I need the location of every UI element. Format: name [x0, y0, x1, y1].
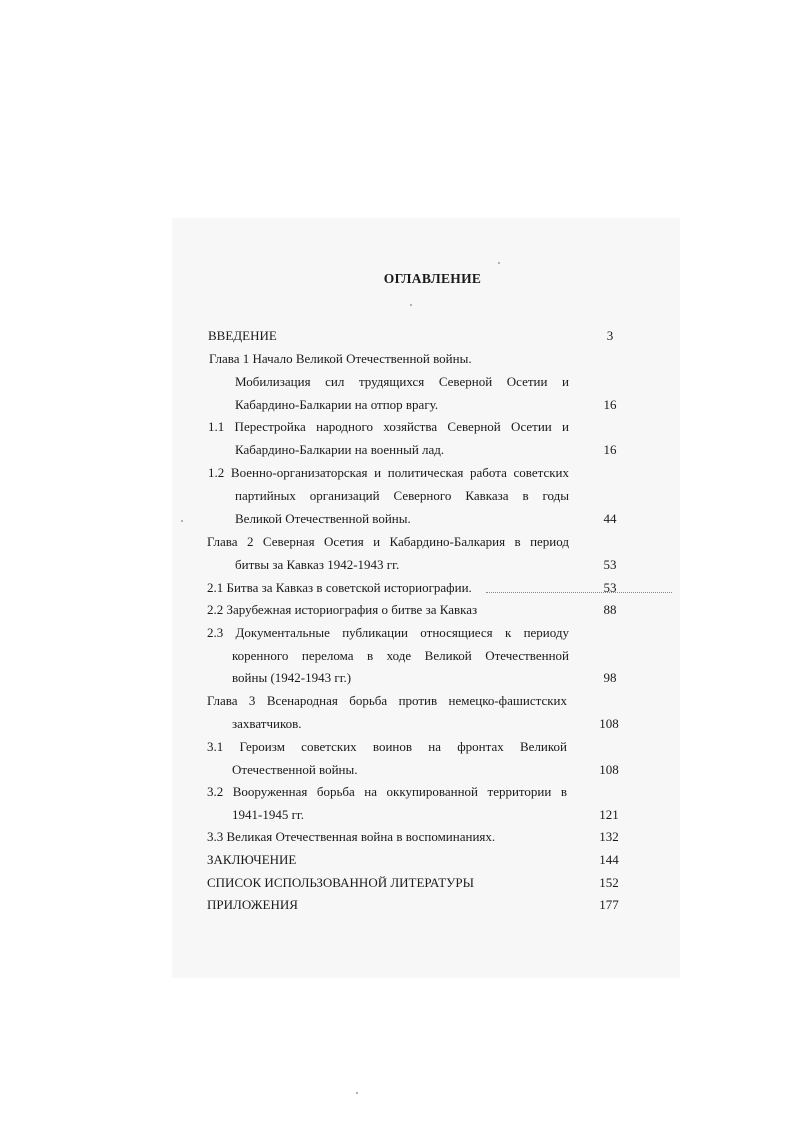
- toc-entry-line: 1941-1945 гг.: [232, 807, 305, 822]
- scan-speck: [410, 304, 412, 306]
- toc-entry-bibliography: СПИСОК ИСПОЛЬЗОВАННОЙ ЛИТЕРАТУРЫ: [207, 875, 474, 890]
- toc-entry-line: Мобилизация сил трудящихся Северной Осетии и: [235, 374, 569, 389]
- toc-entry-chapter-1: Глава 1 Начало Великой Отечественной войны.: [209, 351, 472, 366]
- toc-page-number: 152: [599, 875, 619, 890]
- toc-entry-section-3-2: 3.2 Вооруженная борьба на оккупированной территории в: [207, 784, 567, 799]
- toc-entry-section-3-1: 3.1 Героизм советских воинов на фронтах Великой: [207, 739, 567, 754]
- toc-page-number: 108: [599, 716, 619, 731]
- toc-page-number: 98: [603, 670, 617, 685]
- toc-page-number: 132: [599, 829, 619, 844]
- toc-page-number: 144: [599, 852, 619, 867]
- scan-speck: [181, 520, 183, 522]
- toc-entry-line: Кабардино-Балкарии на отпор врагу.: [235, 397, 439, 412]
- toc-entry-line: войны (1942-1943 гг.): [232, 670, 352, 685]
- toc-entry-line: битвы за Кавказ 1942-1943 гг.: [235, 557, 400, 572]
- page-title: ОГЛАВЛЕНИЕ: [383, 271, 482, 286]
- toc-page-number: 53: [603, 557, 617, 572]
- toc-page-number: 88: [603, 602, 617, 617]
- toc-page-number: 16: [603, 442, 617, 457]
- scan-speck: [356, 1092, 358, 1094]
- toc-page-number: 177: [599, 897, 619, 912]
- toc-page-number: 121: [599, 807, 619, 822]
- toc-entry-chapter-3: Глава 3 Всенародная борьба против немецко-фашистских: [207, 693, 567, 708]
- toc-page-number: 108: [599, 762, 619, 777]
- toc-entry-section-3-3: 3.3 Великая Отечественная война в воспоминаниях.: [207, 829, 496, 844]
- toc-entry-line: Кабардино-Балкарии на военный лад.: [235, 442, 445, 457]
- toc-page-number: 3: [606, 328, 614, 343]
- dotted-leader-line: [486, 592, 672, 593]
- toc-entry-section-1-2: 1.2 Военно-организаторская и политическая работа советских: [208, 465, 569, 480]
- toc-entry-section-2-2: 2.2 Зарубежная историография о битве за Кавказ: [207, 602, 478, 617]
- toc-page-number: 44: [603, 511, 617, 526]
- toc-entry-line: Отечественной войны.: [232, 762, 358, 777]
- toc-page-number: 16: [603, 397, 617, 412]
- toc-page-number: 53: [603, 580, 617, 595]
- toc-entry-chapter-2: Глава 2 Северная Осетия и Кабардино-Балкария в период: [207, 534, 569, 549]
- toc-entry-appendices: ПРИЛОЖЕНИЯ: [207, 897, 298, 912]
- toc-entry-section-2-1: 2.1 Битва за Кавказ в советской историографии.: [207, 580, 472, 595]
- toc-entry-line: коренного перелома в ходе Великой Отечественной: [232, 648, 569, 663]
- toc-entry-line: партийных организаций Северного Кавказа в годы: [235, 488, 569, 503]
- toc-entry-conclusion: ЗАКЛЮЧЕНИЕ: [207, 852, 297, 867]
- toc-entry-line: захватчиков.: [232, 716, 302, 731]
- toc-entry-line: Великой Отечественной войны.: [235, 511, 411, 526]
- toc-entry-introduction: ВВЕДЕНИЕ: [208, 328, 277, 343]
- toc-entry-section-1-1: 1.1 Перестройка народного хозяйства Северной Осетии и: [208, 419, 569, 434]
- toc-entry-section-2-3: 2.3 Документальные публикации относящиеся к периоду: [207, 625, 569, 640]
- scan-speck: [498, 262, 500, 264]
